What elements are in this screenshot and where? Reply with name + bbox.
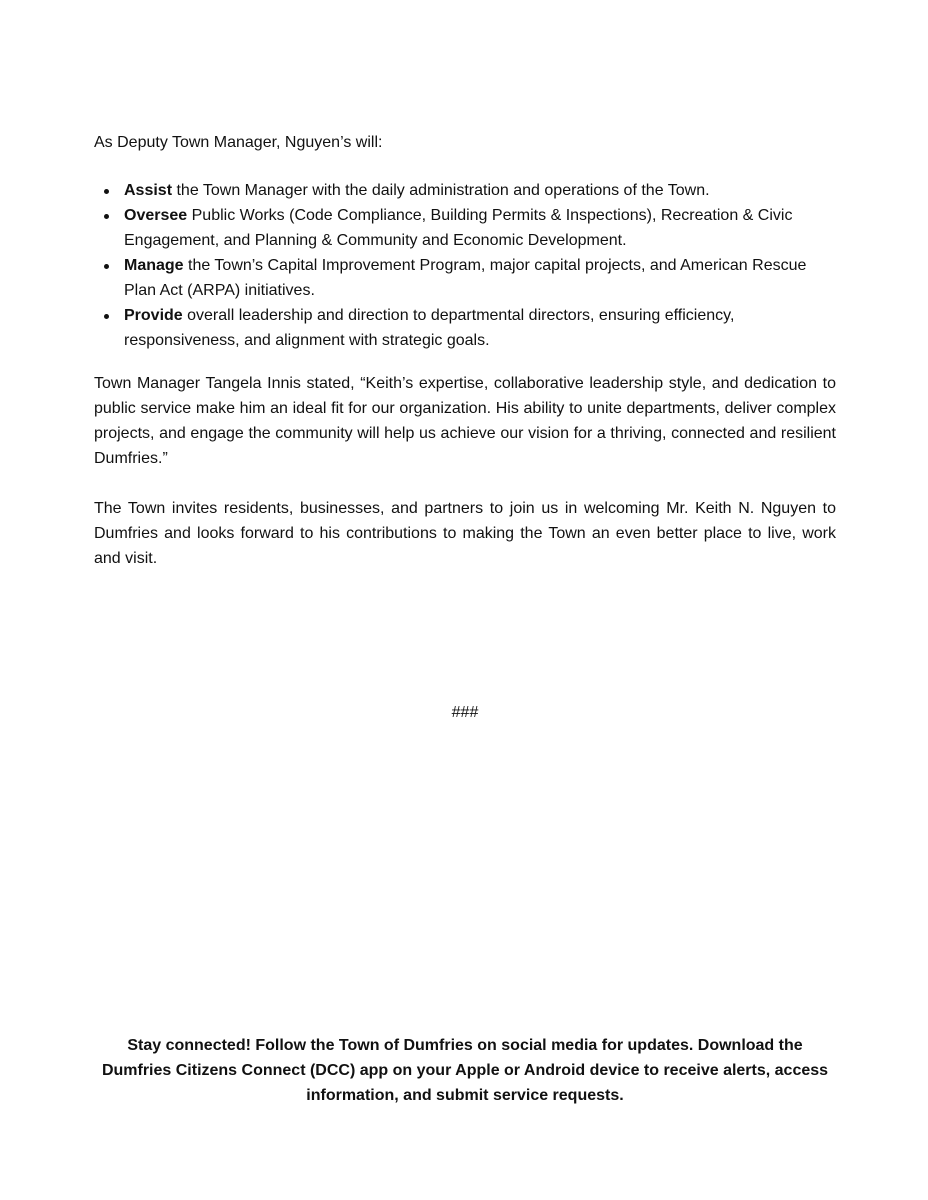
bullet-icon	[104, 264, 109, 269]
list-item	[94, 253, 836, 303]
bullet-text: overall leadership and direction to departmental directors, ensuring efficiency, responsiveness, and alignment with strategic goals.	[124, 307, 735, 349]
bullet-lead: Provide	[124, 307, 183, 324]
bullet-text: Public Works (Code Compliance, Building Permits & Inspections), Recreation & Civic Engagement, and Planning & Community and Economic Development.	[124, 207, 793, 249]
responsibilities-list	[94, 178, 836, 353]
list-item	[94, 203, 836, 253]
intro-line: As Deputy Town Manager, Nguyen’s will:	[94, 134, 383, 151]
invite-paragraph: The Town invites residents, businesses, and partners to join us in welcoming Mr. Keith N. Nguyen to Dumfries and looks forward to his contributions to making the Town an even better place to live, work and visit.	[94, 500, 836, 567]
bullet-text: the Town’s Capital Improvement Program, major capital projects, and American Rescue Plan Act (ARPA) initiatives.	[124, 257, 807, 299]
bullet-icon	[104, 314, 109, 319]
list-item	[94, 178, 836, 203]
end-marker: ###	[451, 704, 479, 721]
bullet-lead: Oversee	[124, 207, 188, 224]
bullet-icon	[104, 214, 109, 219]
bullet-text: the Town Manager with the daily administration and operations of the Town.	[172, 182, 710, 199]
footer-notice: Stay connected! Follow the Town of Dumfries on social media for updates. Download the Dumfries Citizens Connect (DCC) app on your Apple or Android device to receive alerts, access information, and submit service requests.	[101, 1037, 829, 1104]
bullet-lead: Manage	[124, 257, 184, 274]
quote-paragraph: Town Manager Tangela Innis stated, “Keith’s expertise, collaborative leadership style, and dedication to public service make him an ideal fit for our organization. His ability to unite departments, deliver complex projects, and engage the community will help us achieve our vision for a thriving, connected and resilient Dumfries.”	[94, 375, 836, 467]
list-item	[94, 303, 836, 353]
bullet-icon	[104, 189, 109, 194]
bullet-lead: Assist	[124, 182, 173, 199]
